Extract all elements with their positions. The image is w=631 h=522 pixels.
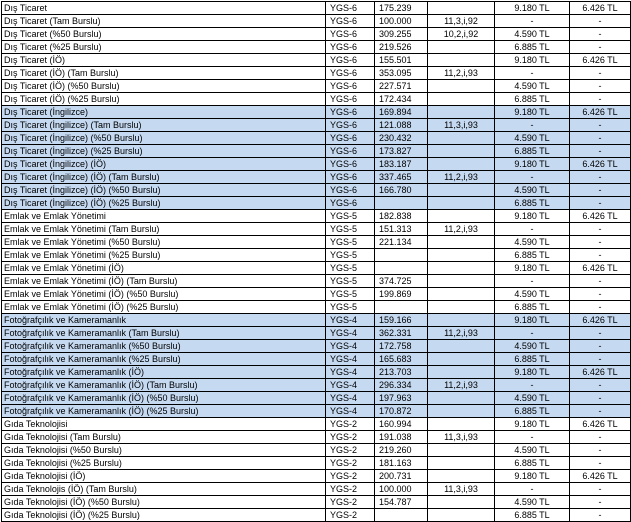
table-row: [2, 236, 631, 249]
fee-cell: 9.180 TL: [495, 2, 570, 15]
discounted-fee-cell: 6.426 TL: [570, 314, 631, 327]
score-type-cell: YGS-6: [326, 93, 375, 106]
table-body: [2, 2, 631, 522]
table-row: [2, 379, 631, 392]
program-cell: Emlak ve Emlak Yönetimi: [2, 210, 326, 223]
score-type-cell: YGS-5: [326, 210, 375, 223]
rank-cell: [428, 353, 495, 366]
table-row: [2, 340, 631, 353]
base-score-cell: [375, 301, 428, 314]
score-type-cell: YGS-6: [326, 80, 375, 93]
table-row: [2, 184, 631, 197]
score-type-cell: YGS-6: [326, 145, 375, 158]
fee-cell: -: [495, 171, 570, 184]
base-score-cell: 172.434: [375, 93, 428, 106]
table-row: [2, 418, 631, 431]
score-type-cell: YGS-4: [326, 379, 375, 392]
discounted-fee-cell: 6.426 TL: [570, 262, 631, 275]
discounted-fee-cell: -: [570, 119, 631, 132]
discounted-fee-cell: -: [570, 80, 631, 93]
program-cell: Fotoğrafçılık ve Kameramanlık (Tam Burslu): [2, 327, 326, 340]
base-score-cell: 296.334: [375, 379, 428, 392]
program-cell: Dış Ticaret (İngilizce) (%25 Burslu): [2, 145, 326, 158]
base-score-cell: [375, 197, 428, 210]
program-cell: Dış Ticaret (İÖ) (%25 Burslu): [2, 93, 326, 106]
fee-cell: 4.590 TL: [495, 392, 570, 405]
rank-cell: [428, 197, 495, 210]
table-row: [2, 457, 631, 470]
program-cell: Emlak ve Emlak Yönetimi (İÖ) (%50 Burslu): [2, 288, 326, 301]
table-row: [2, 405, 631, 418]
score-type-cell: YGS-4: [326, 392, 375, 405]
rank-cell: [428, 249, 495, 262]
fee-cell: 4.590 TL: [495, 132, 570, 145]
program-cell: Gıda Teknolojisi (İÖ) (%25 Burslu): [2, 509, 326, 522]
fee-cell: 4.590 TL: [495, 444, 570, 457]
base-score-cell: 353.095: [375, 67, 428, 80]
score-type-cell: YGS-6: [326, 67, 375, 80]
fee-cell: 9.180 TL: [495, 106, 570, 119]
base-score-cell: 155.501: [375, 54, 428, 67]
table-row: [2, 171, 631, 184]
fee-cell: 4.590 TL: [495, 236, 570, 249]
table-row: [2, 392, 631, 405]
rank-cell: 11,3,i,93: [428, 483, 495, 496]
table-row: [2, 197, 631, 210]
table-row: [2, 314, 631, 327]
table-row: [2, 353, 631, 366]
table-row: [2, 93, 631, 106]
rank-cell: [428, 405, 495, 418]
score-type-cell: YGS-4: [326, 340, 375, 353]
table-row: [2, 249, 631, 262]
discounted-fee-cell: -: [570, 353, 631, 366]
discounted-fee-cell: -: [570, 28, 631, 41]
base-score-cell: 166.780: [375, 184, 428, 197]
discounted-fee-cell: -: [570, 236, 631, 249]
discounted-fee-cell: -: [570, 496, 631, 509]
program-cell: Dış Ticaret (%25 Burslu): [2, 41, 326, 54]
discounted-fee-cell: -: [570, 457, 631, 470]
base-score-cell: 199.869: [375, 288, 428, 301]
base-score-cell: 227.571: [375, 80, 428, 93]
base-score-cell: 197.963: [375, 392, 428, 405]
discounted-fee-cell: -: [570, 249, 631, 262]
base-score-cell: 182.838: [375, 210, 428, 223]
program-cell: Dış Ticaret (İÖ) (Tam Burslu): [2, 67, 326, 80]
score-type-cell: YGS-2: [326, 483, 375, 496]
discounted-fee-cell: 6.426 TL: [570, 210, 631, 223]
rank-cell: [428, 301, 495, 314]
rank-cell: 11,3,i,93: [428, 431, 495, 444]
table-row: [2, 483, 631, 496]
score-type-cell: YGS-6: [326, 132, 375, 145]
base-score-cell: [375, 249, 428, 262]
base-score-cell: 121.088: [375, 119, 428, 132]
base-score-cell: 219.260: [375, 444, 428, 457]
base-score-cell: 309.255: [375, 28, 428, 41]
score-type-cell: YGS-4: [326, 314, 375, 327]
score-type-cell: YGS-6: [326, 28, 375, 41]
table-row: [2, 444, 631, 457]
fee-cell: -: [495, 275, 570, 288]
program-cell: Gıda Teknolojisi (İÖ): [2, 470, 326, 483]
table-row: [2, 145, 631, 158]
program-cell: Gıda Teknolojisi: [2, 418, 326, 431]
score-type-cell: YGS-4: [326, 405, 375, 418]
score-type-cell: YGS-6: [326, 54, 375, 67]
table-row: [2, 262, 631, 275]
table-row: [2, 509, 631, 522]
rank-cell: [428, 210, 495, 223]
rank-cell: [428, 184, 495, 197]
discounted-fee-cell: -: [570, 444, 631, 457]
discounted-fee-cell: -: [570, 132, 631, 145]
fee-cell: 6.885 TL: [495, 93, 570, 106]
program-cell: Gıda Teknolojisi (Tam Burslu): [2, 431, 326, 444]
table-row: [2, 106, 631, 119]
base-score-cell: 165.683: [375, 353, 428, 366]
fee-cell: 6.885 TL: [495, 41, 570, 54]
program-cell: Dış Ticaret (%50 Burslu): [2, 28, 326, 41]
fee-cell: 6.885 TL: [495, 457, 570, 470]
table-row: [2, 366, 631, 379]
score-type-cell: YGS-2: [326, 496, 375, 509]
table-row: [2, 158, 631, 171]
base-score-cell: 154.787: [375, 496, 428, 509]
base-score-cell: 160.994: [375, 418, 428, 431]
rank-cell: [428, 236, 495, 249]
program-cell: Dış Ticaret (İÖ) (%50 Burslu): [2, 80, 326, 93]
program-cell: Fotoğrafçılık ve Kameramanlık (İÖ) (%50 Burslu): [2, 392, 326, 405]
base-score-cell: 175.239: [375, 2, 428, 15]
program-cell: Fotoğrafçılık ve Kameramanlık (İÖ) (Tam Burslu): [2, 379, 326, 392]
score-type-cell: YGS-6: [326, 119, 375, 132]
program-cell: Emlak ve Emlak Yönetimi (İÖ) (Tam Burslu): [2, 275, 326, 288]
base-score-cell: 362.331: [375, 327, 428, 340]
table-row: [2, 431, 631, 444]
fee-cell: 6.885 TL: [495, 353, 570, 366]
discounted-fee-cell: -: [570, 275, 631, 288]
discounted-fee-cell: -: [570, 392, 631, 405]
score-type-cell: YGS-6: [326, 15, 375, 28]
base-score-cell: 374.725: [375, 275, 428, 288]
discounted-fee-cell: -: [570, 431, 631, 444]
score-type-cell: YGS-2: [326, 444, 375, 457]
program-table: [1, 1, 631, 522]
score-type-cell: YGS-5: [326, 249, 375, 262]
discounted-fee-cell: 6.426 TL: [570, 106, 631, 119]
table-row: [2, 15, 631, 28]
rank-cell: [428, 288, 495, 301]
fee-cell: -: [495, 15, 570, 28]
fee-cell: 4.590 TL: [495, 80, 570, 93]
program-cell: Emlak ve Emlak Yönetimi (Tam Burslu): [2, 223, 326, 236]
base-score-cell: [375, 509, 428, 522]
fee-cell: 9.180 TL: [495, 470, 570, 483]
score-type-cell: YGS-4: [326, 366, 375, 379]
rank-cell: [428, 262, 495, 275]
program-cell: Dış Ticaret (İngilizce) (%50 Burslu): [2, 132, 326, 145]
score-type-cell: YGS-4: [326, 353, 375, 366]
fee-cell: -: [495, 483, 570, 496]
discounted-fee-cell: -: [570, 93, 631, 106]
discounted-fee-cell: -: [570, 405, 631, 418]
table-row: [2, 210, 631, 223]
score-type-cell: YGS-6: [326, 2, 375, 15]
fee-cell: 6.885 TL: [495, 509, 570, 522]
base-score-cell: 151.313: [375, 223, 428, 236]
program-cell: Fotoğrafçılık ve Kameramanlık: [2, 314, 326, 327]
score-type-cell: YGS-2: [326, 509, 375, 522]
base-score-cell: 191.038: [375, 431, 428, 444]
table-row: [2, 223, 631, 236]
rank-cell: [428, 41, 495, 54]
base-score-cell: 181.163: [375, 457, 428, 470]
base-score-cell: 221.134: [375, 236, 428, 249]
rank-cell: [428, 418, 495, 431]
score-type-cell: YGS-5: [326, 301, 375, 314]
discounted-fee-cell: -: [570, 223, 631, 236]
fee-cell: 4.590 TL: [495, 340, 570, 353]
program-cell: Gıda Teknolojis (İÖ) (Tam Burslu): [2, 483, 326, 496]
score-type-cell: YGS-5: [326, 223, 375, 236]
discounted-fee-cell: -: [570, 288, 631, 301]
discounted-fee-cell: -: [570, 197, 631, 210]
rank-cell: 11,2,i,93: [428, 67, 495, 80]
rank-cell: [428, 314, 495, 327]
fee-cell: 6.885 TL: [495, 405, 570, 418]
program-cell: Fotoğrafçılık ve Kameramanlık (%50 Burslu): [2, 340, 326, 353]
discounted-fee-cell: -: [570, 145, 631, 158]
rank-cell: 11,2,i,93: [428, 379, 495, 392]
program-cell: Fotoğrafçılık ve Kameramanlık (%25 Burslu): [2, 353, 326, 366]
program-cell: Gıda Teknolojisi (İÖ) (%50 Burslu): [2, 496, 326, 509]
base-score-cell: [375, 262, 428, 275]
base-score-cell: 100.000: [375, 15, 428, 28]
rank-cell: [428, 145, 495, 158]
rank-cell: 11,3,i,93: [428, 119, 495, 132]
fee-cell: 6.885 TL: [495, 249, 570, 262]
table-row: [2, 28, 631, 41]
base-score-cell: 183.187: [375, 158, 428, 171]
base-score-cell: 200.731: [375, 470, 428, 483]
score-type-cell: YGS-5: [326, 288, 375, 301]
rank-cell: 11,3,i,92: [428, 15, 495, 28]
program-cell: Fotoğrafçılık ve Kameramanlık (İÖ): [2, 366, 326, 379]
discounted-fee-cell: -: [570, 171, 631, 184]
fee-cell: 9.180 TL: [495, 262, 570, 275]
table-row: [2, 2, 631, 15]
table-row: [2, 67, 631, 80]
discounted-fee-cell: -: [570, 301, 631, 314]
score-type-cell: YGS-2: [326, 457, 375, 470]
rank-cell: [428, 54, 495, 67]
rank-cell: [428, 132, 495, 145]
discounted-fee-cell: -: [570, 184, 631, 197]
program-cell: Emlak ve Emlak Yönetimi (İÖ) (%25 Burslu): [2, 301, 326, 314]
program-cell: Dış Ticaret (İÖ): [2, 54, 326, 67]
rank-cell: 11,2,i,93: [428, 223, 495, 236]
base-score-cell: 172.758: [375, 340, 428, 353]
fee-cell: 9.180 TL: [495, 314, 570, 327]
rank-cell: 10,2,i,92: [428, 28, 495, 41]
score-type-cell: YGS-5: [326, 236, 375, 249]
score-type-cell: YGS-2: [326, 470, 375, 483]
fee-cell: 9.180 TL: [495, 418, 570, 431]
score-type-cell: YGS-6: [326, 197, 375, 210]
discounted-fee-cell: -: [570, 340, 631, 353]
discounted-fee-cell: 6.426 TL: [570, 158, 631, 171]
rank-cell: [428, 392, 495, 405]
program-cell: Dış Ticaret (İngilizce) (İÖ) (%50 Burslu): [2, 184, 326, 197]
score-type-cell: YGS-5: [326, 275, 375, 288]
rank-cell: 11,2,i,93: [428, 327, 495, 340]
program-cell: Dış Ticaret (İngilizce) (İÖ) (Tam Burslu): [2, 171, 326, 184]
discounted-fee-cell: 6.426 TL: [570, 470, 631, 483]
base-score-cell: 230.432: [375, 132, 428, 145]
rank-cell: [428, 509, 495, 522]
fee-cell: 6.885 TL: [495, 197, 570, 210]
table-row: [2, 275, 631, 288]
score-type-cell: YGS-5: [326, 262, 375, 275]
rank-cell: [428, 158, 495, 171]
table-row: [2, 119, 631, 132]
program-cell: Gıda Teknolojisi (%25 Burslu): [2, 457, 326, 470]
discounted-fee-cell: -: [570, 379, 631, 392]
fee-cell: 9.180 TL: [495, 210, 570, 223]
rank-cell: 11,2,i,93: [428, 171, 495, 184]
table-row: [2, 288, 631, 301]
rank-cell: [428, 470, 495, 483]
fee-cell: -: [495, 379, 570, 392]
base-score-cell: 159.166: [375, 314, 428, 327]
table-row: [2, 470, 631, 483]
score-type-cell: YGS-6: [326, 158, 375, 171]
table-row: [2, 80, 631, 93]
score-type-cell: YGS-6: [326, 171, 375, 184]
fee-cell: 9.180 TL: [495, 54, 570, 67]
table-row: [2, 301, 631, 314]
discounted-fee-cell: -: [570, 509, 631, 522]
rank-cell: [428, 444, 495, 457]
score-type-cell: YGS-4: [326, 327, 375, 340]
program-cell: Dış Ticaret: [2, 2, 326, 15]
rank-cell: [428, 93, 495, 106]
discounted-fee-cell: 6.426 TL: [570, 366, 631, 379]
discounted-fee-cell: -: [570, 15, 631, 28]
discounted-fee-cell: 6.426 TL: [570, 418, 631, 431]
rank-cell: [428, 80, 495, 93]
rank-cell: [428, 366, 495, 379]
fee-cell: 9.180 TL: [495, 366, 570, 379]
rank-cell: [428, 457, 495, 470]
base-score-cell: 100.000: [375, 483, 428, 496]
table-row: [2, 54, 631, 67]
program-cell: Dış Ticaret (İngilizce) (İÖ): [2, 158, 326, 171]
table-row: [2, 327, 631, 340]
table-row: [2, 496, 631, 509]
score-type-cell: YGS-6: [326, 106, 375, 119]
base-score-cell: 170.872: [375, 405, 428, 418]
score-type-cell: YGS-2: [326, 431, 375, 444]
program-cell: Emlak ve Emlak Yönetimi (%50 Burslu): [2, 236, 326, 249]
fee-cell: -: [495, 119, 570, 132]
base-score-cell: 213.703: [375, 366, 428, 379]
program-cell: Emlak ve Emlak Yönetimi (%25 Burslu): [2, 249, 326, 262]
fee-cell: 6.885 TL: [495, 301, 570, 314]
fee-cell: -: [495, 431, 570, 444]
score-type-cell: YGS-6: [326, 184, 375, 197]
table-row: [2, 41, 631, 54]
program-cell: Dış Ticaret (İngilizce) (İÖ) (%25 Burslu): [2, 197, 326, 210]
base-score-cell: 173.827: [375, 145, 428, 158]
fee-cell: -: [495, 327, 570, 340]
fee-cell: 6.885 TL: [495, 145, 570, 158]
program-cell: Gıda Teknolojisi (%50 Burslu): [2, 444, 326, 457]
score-type-cell: YGS-6: [326, 41, 375, 54]
score-type-cell: YGS-2: [326, 418, 375, 431]
fee-cell: 9.180 TL: [495, 158, 570, 171]
rank-cell: [428, 275, 495, 288]
discounted-fee-cell: 6.426 TL: [570, 54, 631, 67]
discounted-fee-cell: 6.426 TL: [570, 2, 631, 15]
fee-cell: 4.590 TL: [495, 496, 570, 509]
program-cell: Dış Ticaret (İngilizce) (Tam Burslu): [2, 119, 326, 132]
fee-cell: 4.590 TL: [495, 28, 570, 41]
table-row: [2, 132, 631, 145]
discounted-fee-cell: -: [570, 327, 631, 340]
program-cell: Emlak ve Emlak Yönetimi (İÖ): [2, 262, 326, 275]
fee-cell: 4.590 TL: [495, 184, 570, 197]
program-cell: Dış Ticaret (İngilizce): [2, 106, 326, 119]
fee-cell: 4.590 TL: [495, 288, 570, 301]
fee-cell: -: [495, 67, 570, 80]
program-cell: Fotoğrafçılık ve Kameramanlık (İÖ) (%25 Burslu): [2, 405, 326, 418]
discounted-fee-cell: -: [570, 67, 631, 80]
fee-cell: -: [495, 223, 570, 236]
base-score-cell: 337.465: [375, 171, 428, 184]
rank-cell: [428, 2, 495, 15]
discounted-fee-cell: -: [570, 483, 631, 496]
base-score-cell: 169.894: [375, 106, 428, 119]
base-score-cell: 219.526: [375, 41, 428, 54]
rank-cell: [428, 496, 495, 509]
rank-cell: [428, 106, 495, 119]
program-cell: Dış Ticaret (Tam Burslu): [2, 15, 326, 28]
rank-cell: [428, 340, 495, 353]
discounted-fee-cell: -: [570, 41, 631, 54]
